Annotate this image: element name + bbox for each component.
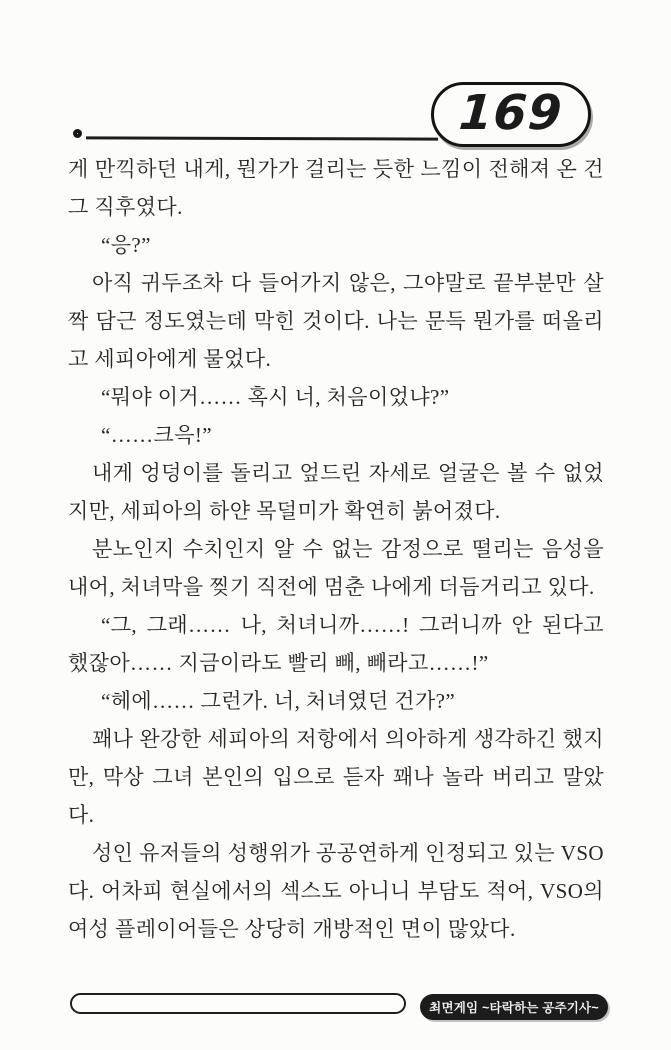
- page-number: 169: [457, 84, 565, 141]
- text-line: 다.: [68, 803, 95, 827]
- footer-series-title: 최면게임 ~타락하는 공주기사~: [429, 1001, 599, 1015]
- text-line: 내게 엉덩이를 돌리고 엎드린 자세로 얼굴은 볼 수 없었: [92, 461, 604, 485]
- text-line: “뭐야 이거…… 혹시 너, 처음이었냐?”: [101, 385, 450, 409]
- text-line: 만, 막상 그녀 본인의 입으로 듣자 꽤나 놀라 버리고 말았: [68, 765, 604, 789]
- text-line: 내어, 처녀막을 찢기 직전에 멈춘 나에게 더듬거리고 있다.: [68, 575, 595, 599]
- text-line: 고 세피아에게 물었다.: [68, 347, 272, 371]
- text-line: 분노인지 수치인지 알 수 없는 감정으로 떨리는 음성을: [92, 537, 604, 561]
- text-line: 했잖아…… 지금이라도 빨리 빼, 빼라고……!”: [68, 651, 489, 675]
- footer-series-pill: [420, 994, 608, 1020]
- text-line: 꽤나 완강한 세피아의 저항에서 의아하게 생각하긴 했지: [92, 727, 604, 751]
- text-line: 아직 귀두조차 다 들어가지 않은, 그야말로 끝부분만 살: [92, 271, 604, 295]
- text-line: 게 만끽하던 내게, 뭔가가 걸리는 듯한 느낌이 전해져 온 건: [68, 157, 604, 181]
- text-line: “헤에…… 그런가. 너, 처녀였던 건가?”: [101, 689, 456, 713]
- footer-decorative-bar: [70, 993, 406, 1014]
- body-text: [68, 150, 604, 948]
- text-line: 성인 유저들의 성행위가 공공연하게 인정되고 있는 VSO: [92, 841, 604, 865]
- text-line: “그, 그래…… 나, 처녀니까……! 그러니까 안 된다고: [101, 613, 604, 637]
- text-line: “응?”: [101, 233, 151, 257]
- text-line: 여성 플레이어들은 상당히 개방적인 면이 많았다.: [68, 917, 516, 941]
- text-line: “……크윽!”: [101, 423, 213, 447]
- header-ring-icon: [73, 129, 82, 138]
- page-number-badge: [431, 82, 591, 147]
- text-line: 다. 어차피 현실에서의 섹스도 아니니 부담도 적어, VSO의: [68, 879, 604, 903]
- text-line: 지만, 세피아의 하얀 목덜미가 확연히 붉어졌다.: [68, 499, 501, 523]
- text-line: 짝 담근 정도였는데 막힌 것이다. 나는 문득 뭔가를 떠올리: [68, 309, 604, 333]
- header-rule-line: [86, 136, 438, 140]
- text-line: 그 직후였다.: [68, 195, 183, 219]
